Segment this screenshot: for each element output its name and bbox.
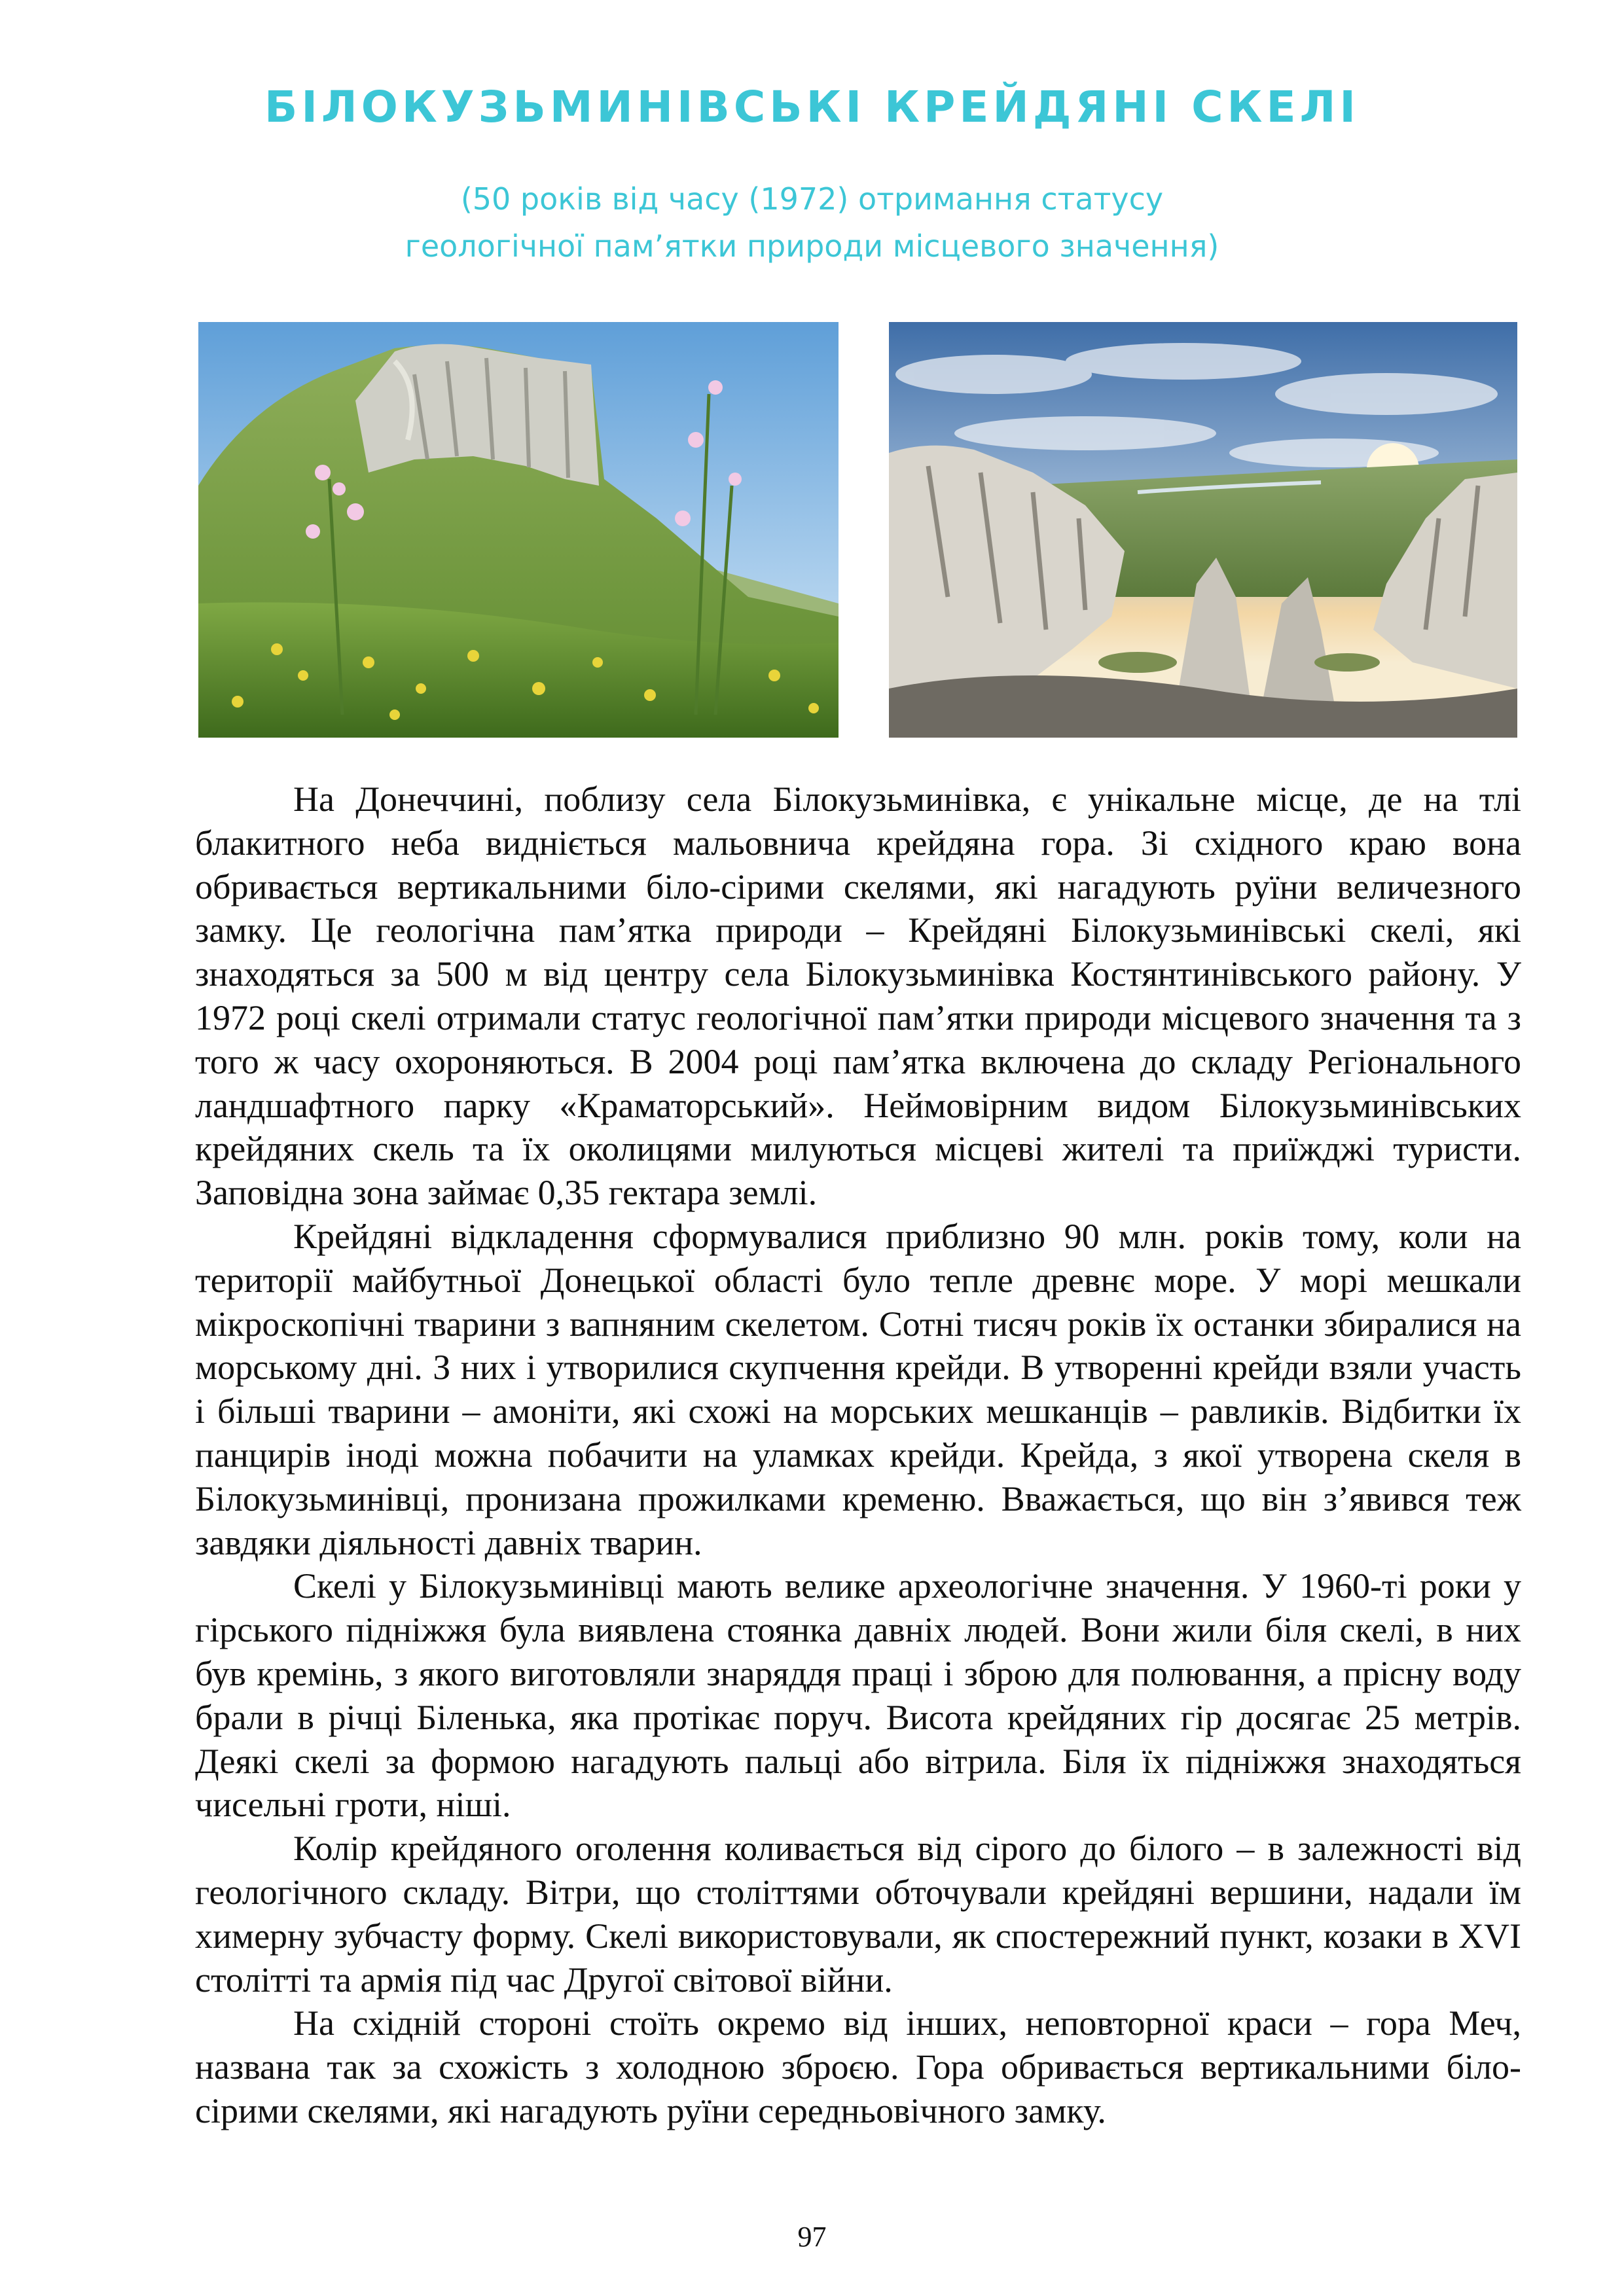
page-number: 97 xyxy=(797,2221,827,2253)
paragraph-3: Скелі у Білокузьминівці мають велике археологічне значення. У 1960-ті роки у гірського підніжжя була виявлена стоянка давніх людей. Вони жили біля скелі, в них був кремінь, з якого виготовляли знаряддя праці і зброю для полювання, а прісну воду брали в річці Біленька, яка протікає поруч. Висота крейдяних гір досягає 25 метрів. Деякі скелі за формою нагадують пальці або вітрила. Біля їх підніжжя знаходяться чисельні гроти, ніші. xyxy=(195,1566,1521,1825)
chalk-mountain-photo xyxy=(198,322,839,738)
page-subtitle xyxy=(0,175,1624,270)
article-body xyxy=(195,778,1521,2133)
page-title: БІЛОКУЗЬМИНІВСЬКІ КРЕЙДЯНІ СКЕЛІ xyxy=(264,82,1360,132)
paragraph-4: Колір крейдяного оголення коливається від сірого до білого – в залежності від геологічного складу. Вітри, що століттями обточували крейдяні вершини, надали їм химерну зубчасту форму. Скелі використовували, як спостережний пункт, козаки в XVI столітті та армія під час Другої світової війни. xyxy=(195,1829,1521,2000)
subtitle-line-1: (50 років від часу (1972) отримання статусу xyxy=(460,181,1164,217)
paragraph-2: Крейдяні відкладення сформувалися приблизно 90 млн. років тому, коли на території майбутньої Донецької області було тепле древнє море. У морі мешкали мікроскопічні тварини з вапняним скелетом. Сотні тисяч років їх останки збиралися на морському дні. З них і утворилися скупчення крейди. В утворенні крейди взяли участь і більші тварини – амоніти, які схожі на морських мешканців – равликів. Відбитки їх панцирів іноді можна побачити на уламках крейди. Крейда, з якої утворена скеля в Білокузьминівці, пронизана прожилками кременю. Вважається, що він з’явився теж завдяки діяльності давніх тварин. xyxy=(195,1216,1521,1562)
paragraph-5: На східній стороні стоїть окремо від інших, неповторної краси – гора Меч, названа так за схожість з холодною зброєю. Гора обривається вертикальними біло-сірими скелями, які нагадують руїни середньовічного замку. xyxy=(195,2003,1521,2130)
subtitle-line-2: геологічної пам’ятки природи місцевого значення) xyxy=(405,228,1219,264)
chalk-cliffs-sunset-photo xyxy=(889,322,1517,738)
paragraph-1: На Донеччині, поблизу села Білокузьминівка, є унікальне місце, де на тлі блакитного неба видніється мальовнича крейдяна гора. Зі східного краю вона обривається вертикальними біло-сірими скелями, які нагадують руїни величезного замку. Це геологічна пам’ятка природи – Крейдяні Білокузьминівські скелі, які знаходяться за 500 м від центру села Білокузьминівка Костянтинівського району. У 1972 році скелі отримали статус геологічної пам’ятки природи місцевого значення та з того ж часу охороняються. В 2004 році пам’ятка включена до складу Регіонального ландшафтного парку «Краматорський». Неймовірним видом Білокузьминівських крейдяних скель та їх околицями милуються місцеві жителі та приїжджі туристи. Заповідна зона займає 0,35 гектара землі. xyxy=(195,780,1521,1213)
